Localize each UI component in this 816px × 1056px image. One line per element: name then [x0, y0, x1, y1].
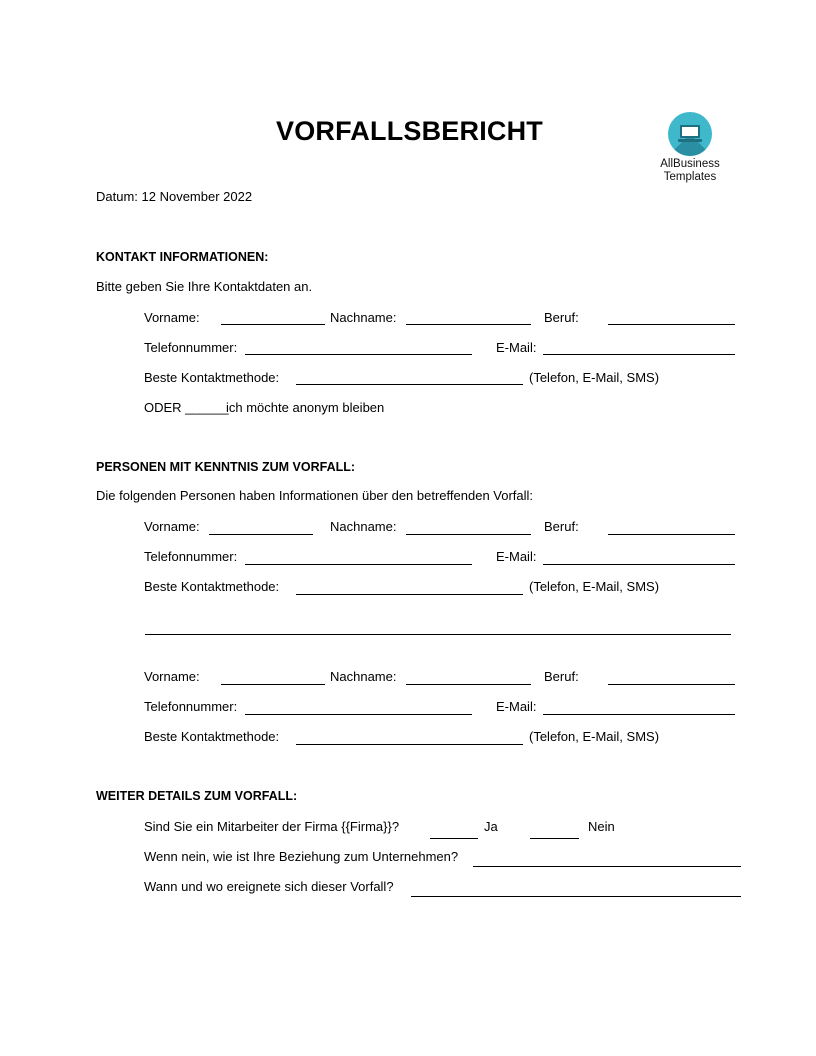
witness1-method-field[interactable] [296, 594, 523, 595]
witness2-email-label: E-Mail: [496, 699, 537, 714]
witnesses-heading: PERSONEN MIT KENNTNIS ZUM VORFALL: [96, 460, 356, 474]
contact-method-hint: (Telefon, E-Mail, SMS) [529, 370, 660, 385]
anonymous-label: ich möchte anonym bleiben [226, 400, 385, 415]
witness1-first-name-label: Vorname: [144, 519, 200, 534]
employee-yes-label: Ja [484, 819, 498, 834]
witness2-first-name-field[interactable] [221, 684, 325, 685]
relation-question: Wenn nein, wie ist Ihre Beziehung zum Unternehmen? [144, 849, 459, 864]
witness1-phone-field[interactable] [245, 564, 472, 565]
contact-first-name-field[interactable] [221, 324, 325, 325]
witness1-job-field[interactable] [608, 534, 735, 535]
contact-last-name-field[interactable] [406, 324, 531, 325]
witness2-job-field[interactable] [608, 684, 735, 685]
witness2-phone-label: Telefonnummer: [144, 699, 238, 714]
employee-no-label: Nein [588, 819, 615, 834]
witness1-job-label: Beruf: [544, 519, 579, 534]
logo-brand-line2: Templates [663, 171, 717, 183]
witness2-first-name-label: Vorname: [144, 669, 200, 684]
relation-field[interactable] [473, 866, 741, 867]
witness2-method-hint: (Telefon, E-Mail, SMS) [529, 729, 660, 744]
witness1-method-hint: (Telefon, E-Mail, SMS) [529, 579, 660, 594]
page-title: VORFALLSBERICHT [276, 116, 544, 146]
date-line: Datum: 12 November 2022 [96, 189, 253, 204]
contact-job-field[interactable] [608, 324, 735, 325]
contact-method-field[interactable] [296, 384, 523, 385]
witness2-job-label: Beruf: [544, 669, 579, 684]
contact-first-name-label: Vorname: [144, 310, 200, 325]
employee-question: Sind Sie ein Mitarbeiter der Firma {{Firma}}? [144, 819, 400, 834]
company-logo [652, 112, 728, 184]
witness1-method-label: Beste Kontaktmethode: [144, 579, 280, 594]
witness1-phone-label: Telefonnummer: [144, 549, 238, 564]
witness2-method-field[interactable] [296, 744, 523, 745]
witness1-last-name-field[interactable] [406, 534, 531, 535]
contact-phone-field[interactable] [245, 354, 472, 355]
details-heading: WEITER DETAILS ZUM VORFALL: [96, 789, 298, 803]
employee-no-field[interactable] [530, 838, 579, 839]
laptop-icon [668, 112, 712, 156]
contact-email-field[interactable] [543, 354, 735, 355]
contact-phone-label: Telefonnummer: [144, 340, 238, 355]
anonymous-checkbox-field[interactable]: ODER ______ [144, 400, 229, 415]
witness1-email-field[interactable] [543, 564, 735, 565]
contact-last-name-label: Nachname: [330, 310, 397, 325]
contact-heading: KONTAKT INFORMATIONEN: [96, 250, 269, 264]
logo-brand-line1: AllBusiness [660, 158, 720, 170]
witnesses-intro: Die folgenden Personen haben Informationen über den betreffenden Vorfall: [96, 488, 534, 503]
contact-method-label: Beste Kontaktmethode: [144, 370, 280, 385]
contact-intro: Bitte geben Sie Ihre Kontaktdaten an. [96, 279, 313, 294]
witness2-method-label: Beste Kontaktmethode: [144, 729, 280, 744]
employee-yes-field[interactable] [430, 838, 478, 839]
witness2-phone-field[interactable] [245, 714, 472, 715]
when-where-field[interactable] [411, 896, 741, 897]
witness1-last-name-label: Nachname: [330, 519, 397, 534]
witness2-last-name-label: Nachname: [330, 669, 397, 684]
witness1-email-label: E-Mail: [496, 549, 537, 564]
witness2-last-name-field[interactable] [406, 684, 531, 685]
contact-job-label: Beruf: [544, 310, 579, 325]
contact-email-label: E-Mail: [496, 340, 537, 355]
witness-separator [145, 634, 731, 635]
witness2-email-field[interactable] [543, 714, 735, 715]
witness1-first-name-field[interactable] [209, 534, 313, 535]
when-where-question: Wann und wo ereignete sich dieser Vorfall? [144, 879, 394, 894]
